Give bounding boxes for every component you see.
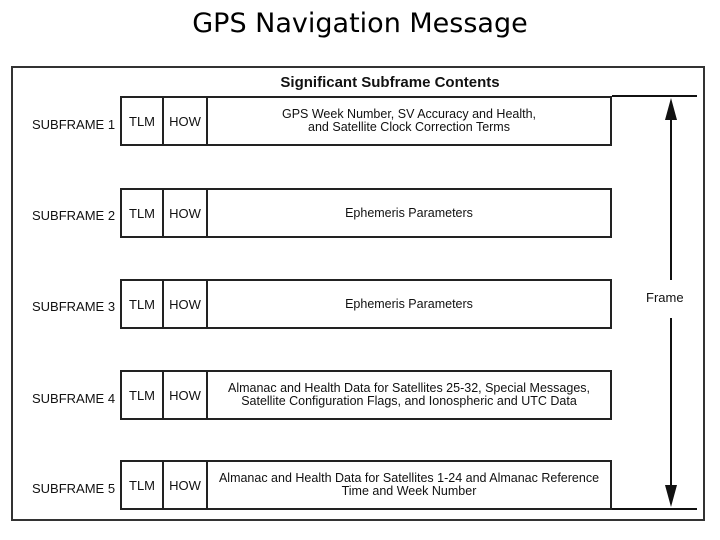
subframe-3-tlm: TLM [122, 281, 164, 327]
subframe-2-label: SUBFRAME 2 [32, 208, 116, 223]
subframe-5-tlm: TLM [122, 462, 164, 508]
slide-title: GPS Navigation Message [192, 8, 528, 39]
subframe-1-label: SUBFRAME 1 [32, 117, 116, 132]
subframe-2-how: HOW [164, 190, 208, 236]
subframe-4-content-line1: Almanac and Health Data for Satellites 25-32, Special Messages, [228, 381, 590, 395]
subframe-1-how: HOW [164, 98, 208, 144]
subframe-5-how: HOW [164, 462, 208, 508]
subframe-3-content-line1: Ephemeris Parameters [345, 296, 473, 311]
panel-title: Significant Subframe Contents [280, 74, 500, 91]
subframe-4-label: SUBFRAME 4 [32, 391, 116, 406]
subframe-5-label: SUBFRAME 5 [32, 481, 116, 496]
subframe-3-how: HOW [164, 281, 208, 327]
subframe-3-label: SUBFRAME 3 [32, 299, 116, 314]
subframe-4-how: HOW [164, 372, 208, 418]
frame-arrow-down-icon [665, 485, 677, 507]
subframe-4-tlm: TLM [122, 372, 164, 418]
subframe-2-content-line1: Ephemeris Parameters [345, 205, 473, 220]
subframe-1-content-line2: and Satellite Clock Correction Terms [308, 120, 510, 134]
frame-arrow-up-icon [665, 98, 677, 120]
subframe-1-content-line1: GPS Week Number, SV Accuracy and Health, [281, 107, 537, 121]
subframe-1-tlm: TLM [122, 98, 164, 144]
subframe-2-tlm: TLM [122, 190, 164, 236]
subframe-4-content-line2: Satellite Configuration Flags, and Ionospheric and UTC Data [241, 394, 577, 408]
subframe-5-content-line1: Almanac and Health Data for Satellites 1-24 and Almanac Reference [218, 471, 600, 485]
subframe-5-content-line2: Time and Week Number [341, 484, 477, 498]
frame-label: Frame [646, 290, 684, 305]
